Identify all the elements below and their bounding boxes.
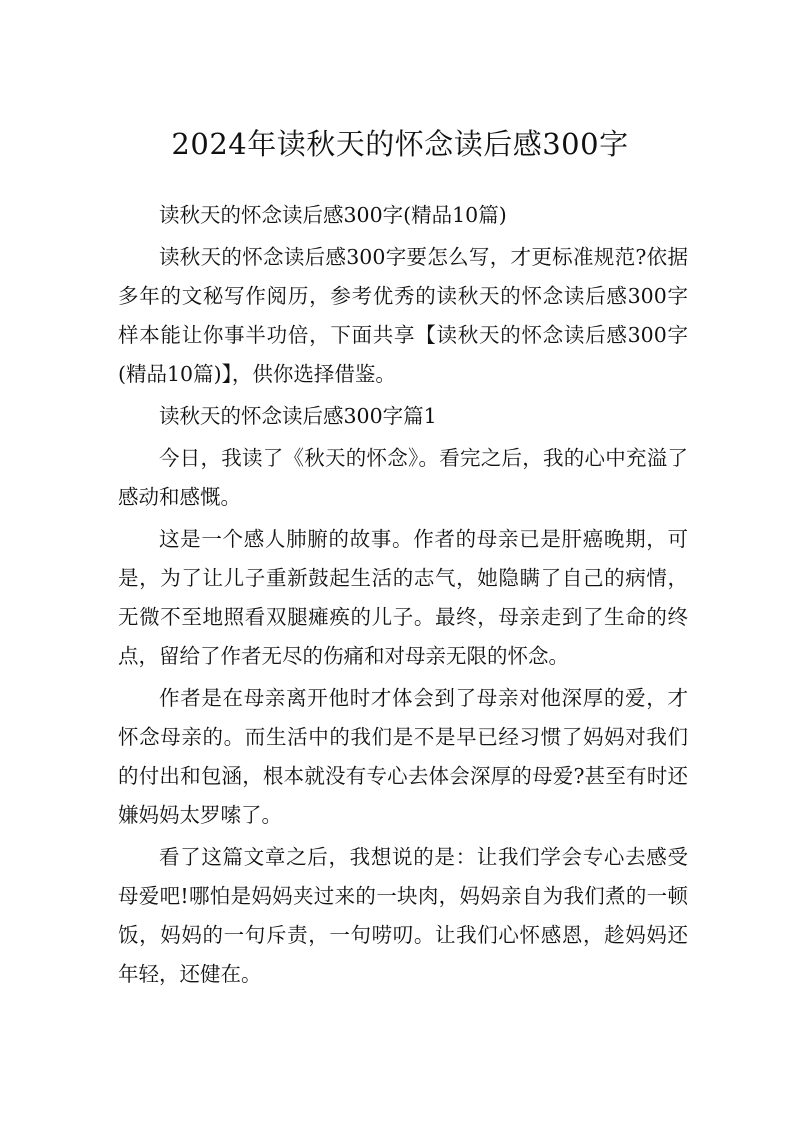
body-paragraph: 作者是在母亲离开他时才体会到了母亲对他深厚的爱，才怀念母亲的。而生活中的我们是不是早已经习惯了妈妈对我们的付出和包涵，根本就没有专心去体会深厚的母爱?甚至有时还嫌妈妈太罗嗦了。 — [118, 686, 688, 827]
section-heading: 读秋天的怀念读后感300字篇1 — [159, 404, 437, 428]
document-body — [118, 196, 688, 997]
document-title: 2024年读秋天的怀念读后感300字 — [171, 127, 629, 161]
body-paragraph: 看了这篇文章之后，我想说的是：让我们学会专心去感受母爱吧!哪怕是妈妈夹过来的一块肉，妈妈亲自为我们煮的一顿饭，妈妈的一句斥责，一句唠叨。让我们心怀感恩，趁妈妈还年轻，还健在。 — [118, 845, 688, 986]
body-paragraph: 今日，我读了《秋天的怀念》。看完之后，我的心中充溢了感动和感慨。 — [118, 446, 688, 509]
subtitle-paragraph: 读秋天的怀念读后感300字(精品10篇) — [159, 203, 507, 227]
body-paragraph: 这是一个感人肺腑的故事。作者的母亲已是肝癌晚期，可是，为了让儿子重新鼓起生活的志气，她隐瞒了自己的病情，无微不至地照看双腿瘫痪的儿子。最终，母亲走到了生命的终点，留给了作者无尽的伤痛和对母亲无限的怀念。 — [118, 527, 688, 668]
intro-paragraph: 读秋天的怀念读后感300字要怎么写，才更标准规范?依据多年的文秘写作阅历，参考优秀的读秋天的怀念读后感300字样本能让你事半功倍，下面共享【读秋天的怀念读后感300字(精品10篇)】，供你选择借鉴。 — [118, 245, 688, 386]
